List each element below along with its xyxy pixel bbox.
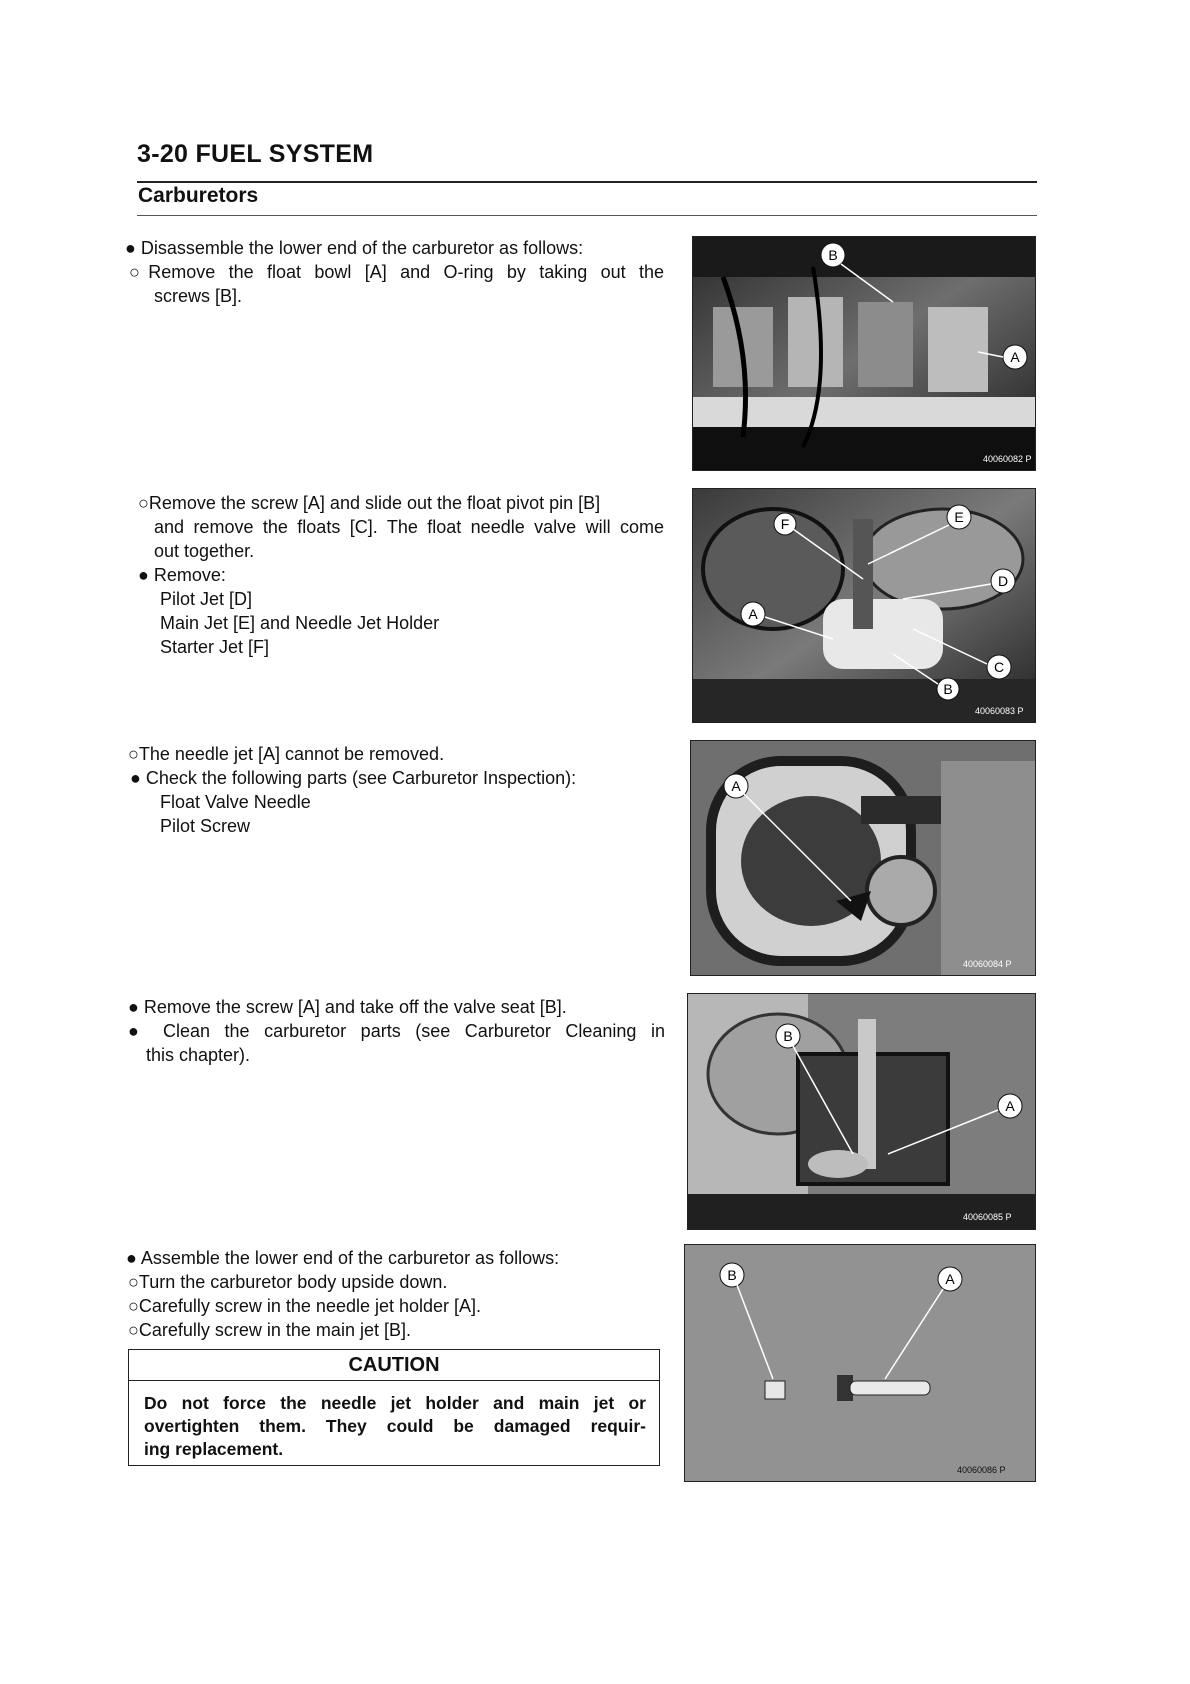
needle-jet-photo bbox=[690, 740, 1036, 976]
step-text-line: ○Remove the screw [A] and slide out the float pivot pin [B] bbox=[138, 493, 601, 513]
step-text-line: out together. bbox=[154, 541, 255, 561]
callout-label: F bbox=[780, 516, 790, 532]
callout-label: C bbox=[993, 659, 1005, 675]
step-text-line: ○Remove the float bowl [A] and O-ring by taking out the bbox=[129, 262, 664, 282]
step-text-line: ● Clean the carburetor parts (see Carburetor Cleaning in bbox=[128, 1021, 665, 1041]
step-text-line: Pilot Screw bbox=[160, 816, 251, 836]
step-text-line: screws [B]. bbox=[154, 286, 243, 306]
photo-code: 40060086 P bbox=[957, 1465, 1006, 1475]
callout-label: A bbox=[748, 606, 758, 622]
step-text-line: ● Remove: bbox=[138, 565, 226, 585]
step-text-line: this chapter). bbox=[146, 1045, 251, 1065]
needle-jet-holder-and-main-jet-photo bbox=[684, 1244, 1036, 1482]
step-text-line: Starter Jet [F] bbox=[160, 637, 270, 657]
callout-label: A bbox=[1010, 349, 1020, 365]
header-divider bbox=[137, 181, 1037, 183]
step-text-line: ● Assemble the lower end of the carburetor as follows: bbox=[126, 1248, 560, 1268]
photo-code: 40060082 P bbox=[983, 454, 1032, 464]
callout-label: B bbox=[943, 681, 953, 697]
caution-text-line: overtighten them. They could be damaged requir- bbox=[144, 1416, 646, 1436]
callout-label: A bbox=[731, 778, 741, 794]
photo-code: 40060085 P bbox=[963, 1212, 1012, 1222]
step-text-line: ● Check the following parts (see Carburetor Inspection): bbox=[130, 768, 577, 788]
caution-box bbox=[128, 1349, 660, 1466]
callout-label: B bbox=[783, 1028, 793, 1044]
caution-text-line: ing replacement. bbox=[144, 1439, 284, 1459]
photo-code: 40060083 P bbox=[975, 706, 1024, 716]
step-text-line: and remove the floats [C]. The float needle valve will come bbox=[154, 517, 664, 537]
float-and-jets-photo bbox=[692, 488, 1036, 723]
step-text-line: ○Carefully screw in the main jet [B]. bbox=[128, 1320, 411, 1340]
step-text-line: Main Jet [E] and Needle Jet Holder bbox=[160, 613, 440, 633]
photo-code: 40060084 P bbox=[963, 959, 1012, 969]
section-divider bbox=[137, 215, 1037, 216]
callout-label: A bbox=[945, 1271, 955, 1287]
callout-label: D bbox=[997, 573, 1009, 589]
step-text-line: ● Remove the screw [A] and take off the valve seat [B]. bbox=[128, 997, 567, 1017]
step-text-line: Pilot Jet [D] bbox=[160, 589, 253, 609]
callout-label: E bbox=[954, 509, 964, 525]
caution-body bbox=[144, 1392, 646, 1461]
step-text-line: ○Turn the carburetor body upside down. bbox=[128, 1272, 448, 1292]
caution-text-line: Do not force the needle jet holder and main jet or bbox=[144, 1393, 646, 1413]
carburetor-float-bowl-photo bbox=[692, 236, 1036, 471]
step-text-line: ● Disassemble the lower end of the carburetor as follows: bbox=[125, 238, 584, 258]
caution-heading: CAUTION bbox=[129, 1350, 659, 1381]
valve-seat-photo bbox=[687, 993, 1036, 1230]
callout-label: B bbox=[828, 247, 838, 263]
step-text-line: Float Valve Needle bbox=[160, 792, 311, 812]
step-text-line: ○Carefully screw in the needle jet holder [A]. bbox=[128, 1296, 482, 1316]
callout-label: B bbox=[727, 1267, 737, 1283]
callout-label: A bbox=[1005, 1098, 1015, 1114]
section-title: Carburetors bbox=[138, 184, 259, 207]
step-text-line: ○The needle jet [A] cannot be removed. bbox=[128, 744, 445, 764]
page-title: 3-20 FUEL SYSTEM bbox=[137, 140, 374, 168]
